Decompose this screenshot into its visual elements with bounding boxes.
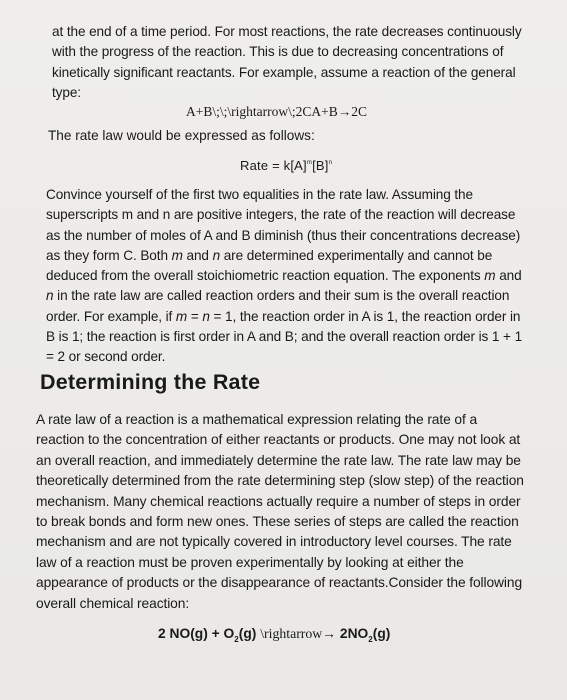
text-run: = bbox=[187, 308, 203, 324]
text-run: in the rate law are called reaction orders and their sum is the overall reaction order. For example, if bbox=[46, 288, 510, 324]
text-run: Convince yourself of the first two equalities in the rate law. Assuming the superscripts m and n are positive integers, the rate of the reaction will decrease as the number of moles of A and B diminish (thus their concentrations decrease) as they form C. Both bbox=[46, 187, 521, 263]
eq-subscript: 2 bbox=[368, 634, 373, 644]
no2-reaction-equation bbox=[158, 626, 390, 644]
exponent-n: n bbox=[328, 160, 333, 166]
reaction-order-paragraph bbox=[46, 185, 526, 368]
var-n: n bbox=[46, 288, 54, 304]
eq-part: (g) bbox=[372, 626, 391, 641]
eq-part: 2 NO(g) + O bbox=[158, 626, 235, 641]
var-m: m bbox=[171, 247, 183, 263]
intro-paragraph: at the end of a time period. For most reactions, the rate decreases continuously with the progress of the reaction. This is due to decreasing concentrations of kinetically significant reactants. For example, assume a reaction of the general type: bbox=[52, 24, 522, 100]
var-m: m bbox=[175, 308, 188, 324]
text-run: and bbox=[182, 247, 213, 263]
rate-law-expression bbox=[240, 158, 332, 173]
eq-part: (g) bbox=[238, 626, 261, 641]
rate-law-middle: [B] bbox=[312, 158, 329, 173]
text-run: are determined experimentally and cannot be deduced from the overall stoichiometric reaction equation. The exponents bbox=[46, 247, 493, 284]
rate-law-intro: The rate law would be expressed as follows: bbox=[48, 128, 315, 143]
text-run: = 1, the reaction order in A is 1, the reaction order in B is 1; the reaction is first order in A and B; and the overall reaction order is 1 + 1 = 2 or second order. bbox=[46, 308, 523, 365]
general-reaction-equation: A+B\;\;\rightarrow\;2CA+B→2C bbox=[186, 104, 367, 119]
section-heading: Determining the Rate bbox=[40, 370, 261, 394]
var-n: n bbox=[202, 308, 210, 324]
eq-subscript: 2 bbox=[234, 634, 239, 644]
eq-part: → 2NO bbox=[322, 626, 369, 641]
exponent-m: m bbox=[306, 160, 313, 166]
rate-law-prefix: Rate = k[A] bbox=[240, 158, 307, 173]
text-run: and bbox=[495, 268, 522, 284]
var-n: n bbox=[212, 247, 221, 263]
var-m: m bbox=[484, 268, 496, 284]
latex-command: \rightarrow bbox=[260, 626, 323, 641]
determining-rate-paragraph: A rate law of a reaction is a mathematical expression relating the rate of a reaction to the concentration of either reactants or products. One may not look at an overall reaction, and immediately determine the rate law. The rate law may be theoretically determined from the rate determining step (slow step) of the reaction mechanism. Many chemical reactions actually require a number of steps in order to break bonds and form new ones. These series of steps are called the reaction mechanism and are not typically covered in introductory level courses. The rate law of a reaction must be proven experimentally by looking at either the appearance of products or the disappearance of reactants.Consider the following overall chemical reaction: bbox=[36, 412, 524, 611]
